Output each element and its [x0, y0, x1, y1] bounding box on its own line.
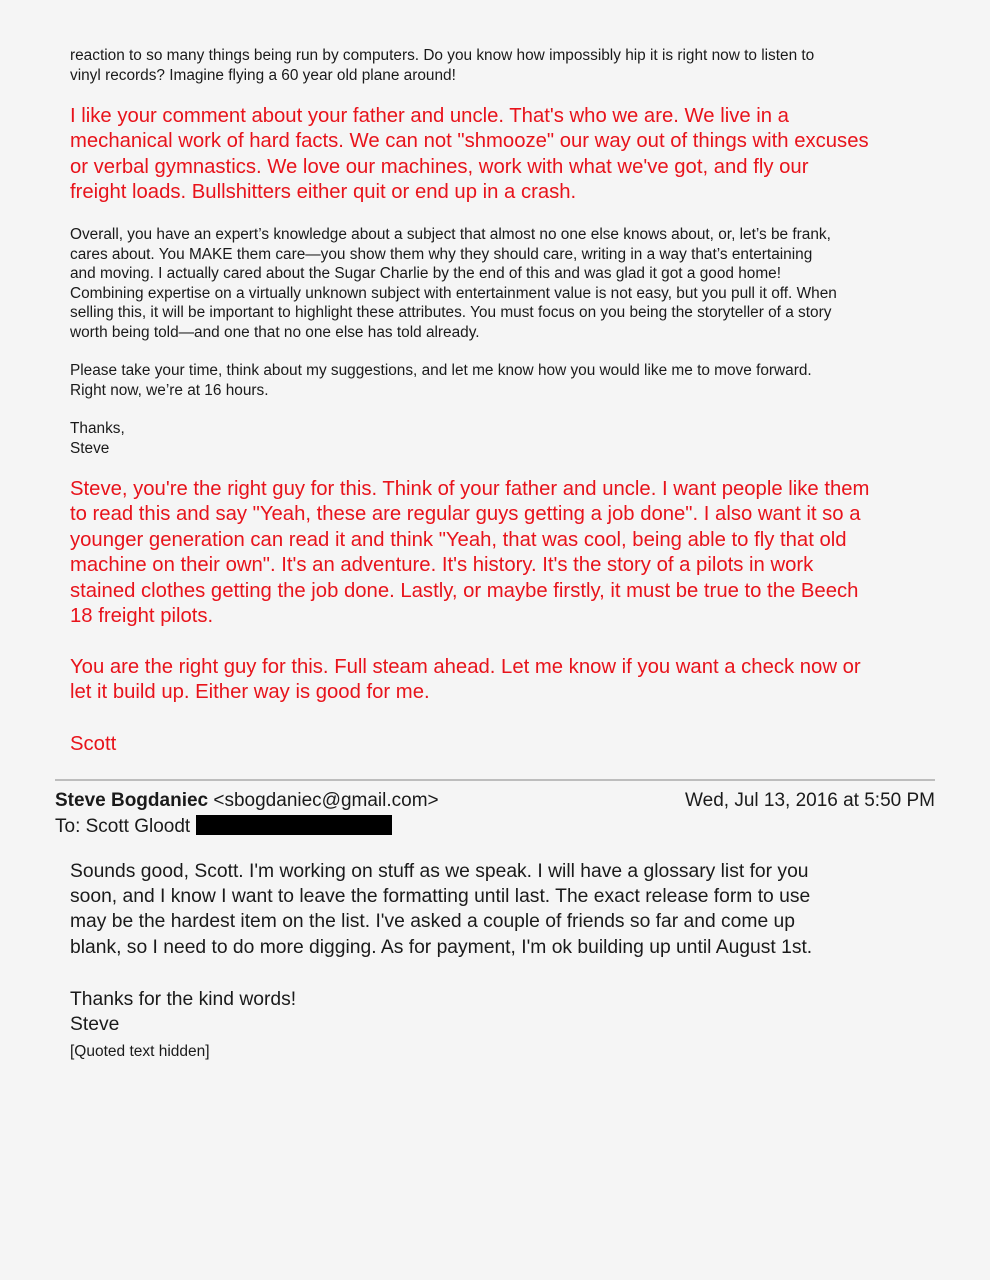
- red-signature: Scott: [70, 733, 117, 755]
- redaction-bar: [196, 815, 392, 835]
- prev-paragraph-3: Please take your time, think about my suggestions, and let me know how you would like me to move forward. Right now, we’re at 16 hours.: [70, 362, 812, 399]
- reply-body: Sounds good, Scott. I'm working on stuff as we speak. I will have a glossary list for you soon, and I know I want to leave the formatting until last. The exact release form to use may be the hardest item on the list. I've asked a couple of friends so far and come up blank, so I need to do more digging. As for payment, I'm ok building up until August 1st.: [70, 861, 813, 958]
- red-annotation-3: You are the right guy for this. Full steam ahead. Let me know if you want a check now or let it build up. Either way is good for me.: [70, 656, 861, 704]
- recipient-label: To: Scott Gloodt: [55, 816, 191, 837]
- prev-paragraph-1: reaction to so many things being run by computers. Do you know how impossibly hip it is right now to listen to vinyl records? Imagine flying a 60 year old plane around!: [70, 47, 815, 84]
- prev-signoff: Thanks, Steve: [70, 420, 125, 457]
- message-divider: [55, 779, 935, 781]
- reply-header-to: [55, 815, 935, 839]
- quoted-text-hidden-link[interactable]: [Quoted text hidden]: [70, 1043, 210, 1060]
- sender-name[interactable]: Steve Bogdaniec: [55, 790, 209, 811]
- message-date: Wed, Jul 13, 2016 at 5:50 PM: [685, 790, 935, 811]
- red-annotation-2: Steve, you're the right guy for this. Think of your father and uncle. I want people like them to read this and say "Yeah, these are regular guys getting a job done". I also want it so a younger generation can read it and think "Yeah, that was cool, being able to fly that old machine on their own". It's an adventure. It's history. It's the story of a pilots in work stained clothes getting the job done. Lastly, or maybe firstly, it must be true to the Beech 18 freight pilots.: [70, 478, 870, 628]
- red-annotation-1: I like your comment about your father and uncle. That's who we are. We live in a mechanical work of hard facts. We can not "shmooze" our way out of things with excuses or verbal gymnastics. We love our machines, work with what we've got, and fly our freight loads. Bullshitters either quit or end up in a crash.: [70, 105, 869, 204]
- sender-email[interactable]: <sbogdaniec@gmail.com>: [213, 790, 439, 811]
- prev-paragraph-2: Overall, you have an expert’s knowledge about a subject that almost no one else knows about, or, let’s be frank, cares about. You MAKE them care—you show them why they should care, writing in a way that’s entertaining and moving. I actually cared about the Sugar Charlie by the end of this and was glad it got a good home! Combining expertise on a virtually unknown subject with entertainment value is not easy, but you pull it off. When selling this, it will be important to highlight these attributes. You must focus on you being the storyteller of a story worth being told—and one that no one else has told already.: [70, 226, 837, 341]
- reply-header-from: [55, 789, 935, 813]
- reply-signoff: Thanks for the kind words! Steve: [70, 989, 297, 1036]
